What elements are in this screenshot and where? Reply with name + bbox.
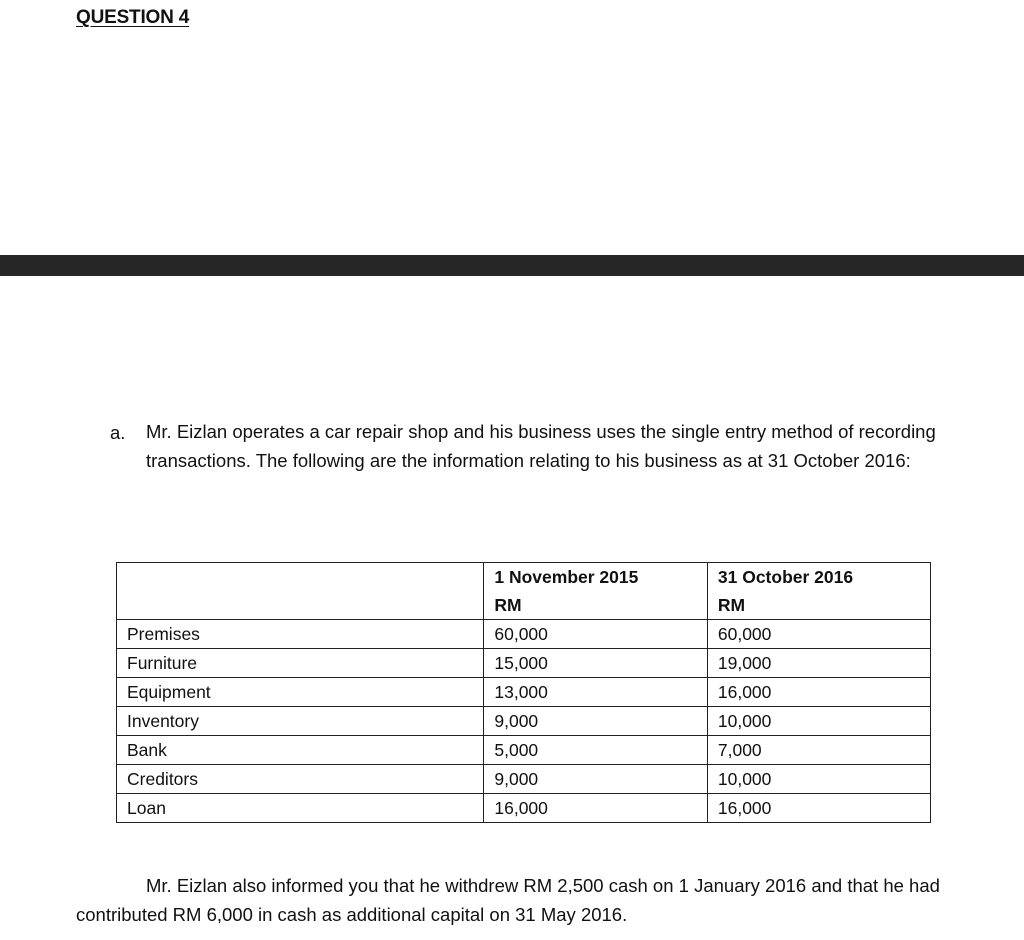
table-row	[117, 794, 931, 823]
table-row	[117, 678, 931, 707]
row-value-nov-2015: 9,000	[484, 765, 708, 794]
row-label: Equipment	[117, 678, 484, 707]
row-label: Premises	[117, 620, 484, 649]
header-nov-2015-unit: RM	[494, 595, 522, 615]
row-label: Inventory	[117, 707, 484, 736]
row-value-oct-2016: 19,000	[707, 649, 930, 678]
closing-paragraph: Mr. Eizlan also informed you that he withdrew RM 2,500 cash on 1 January 2016 and that he had contributed RM 6,000 in cash as additional capital on 31 May 2016.	[76, 875, 940, 925]
row-value-nov-2015: 60,000	[484, 620, 708, 649]
row-value-oct-2016: 16,000	[707, 678, 930, 707]
table-header-row	[117, 563, 931, 620]
intro-paragraph: Mr. Eizlan operates a car repair shop and his business uses the single entry method of recording transactions. The following are the information relating to his business as at 31 October 2016:	[146, 421, 936, 471]
question-heading: QUESTION 4	[76, 7, 190, 28]
table-row	[117, 620, 931, 649]
header-nov-2015-date: 1 November 2015	[494, 567, 639, 587]
row-value-nov-2015: 9,000	[484, 707, 708, 736]
row-value-nov-2015: 5,000	[484, 736, 708, 765]
row-value-nov-2015: 15,000	[484, 649, 708, 678]
header-nov-2015	[484, 563, 708, 620]
table-row	[117, 736, 931, 765]
header-oct-2016-unit: RM	[717, 595, 746, 615]
table-row	[117, 649, 931, 678]
row-value-oct-2016: 16,000	[707, 794, 930, 823]
table-row	[117, 707, 931, 736]
row-value-oct-2016: 10,000	[707, 765, 930, 794]
balances-table	[116, 562, 931, 823]
row-label: Creditors	[117, 765, 484, 794]
row-value-nov-2015: 13,000	[484, 678, 708, 707]
page-divider-bar	[0, 255, 1024, 276]
row-value-oct-2016: 7,000	[707, 736, 930, 765]
row-value-oct-2016: 10,000	[707, 707, 930, 736]
header-oct-2016-date: 31 October 2016	[717, 567, 854, 587]
header-oct-2016	[707, 563, 930, 620]
row-label: Bank	[117, 736, 484, 765]
row-value-nov-2015: 16,000	[484, 794, 708, 823]
table-row	[117, 765, 931, 794]
row-label: Furniture	[117, 649, 484, 678]
row-label: Loan	[117, 794, 484, 823]
row-value-oct-2016: 60,000	[707, 620, 930, 649]
header-label-cell	[117, 563, 484, 620]
part-label: a.	[110, 422, 126, 443]
